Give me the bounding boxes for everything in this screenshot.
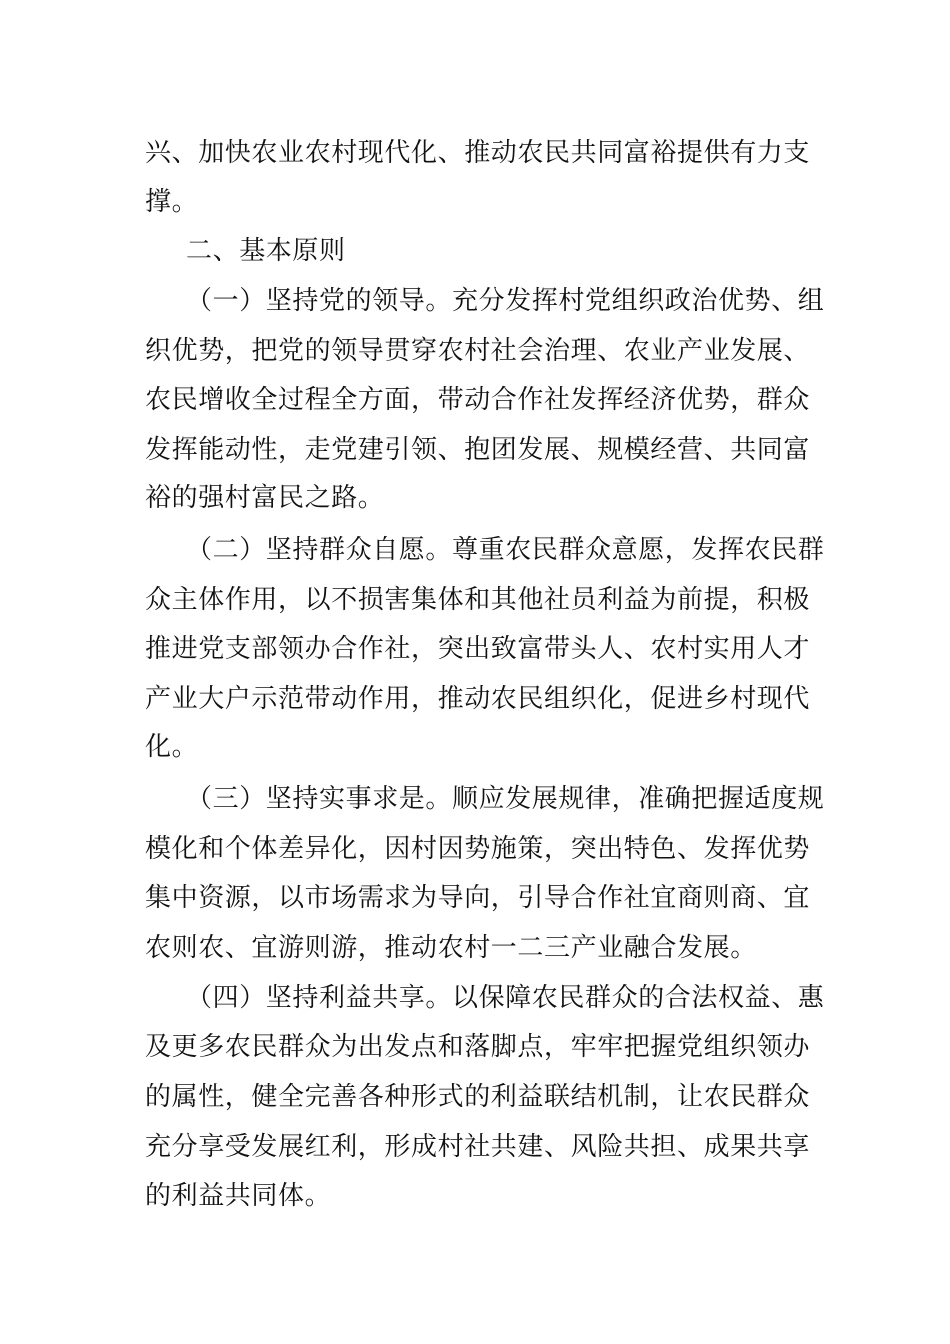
text-line-10: 众主体作用，以不损害集体和其他社员利益为前提，积极 [145, 585, 811, 615]
text-line-4: （一）坚持党的领导。充分发挥村党组织政治优势、组 [186, 286, 825, 316]
text-line-20: 的属性，健全完善各种形式的利益联结机制，让农民群众 [145, 1082, 811, 1112]
text-line-9: （二）坚持群众自愿。尊重农民群众意愿，发挥农民群 [186, 535, 825, 565]
text-line-6: 农民增收全过程全方面，带动合作社发挥经济优势，群众 [145, 385, 811, 415]
text-line-1: 兴、加快农业农村现代化、推动农民共同富裕提供有力支 [145, 138, 811, 168]
text-line-22: 的利益共同体。 [145, 1181, 332, 1211]
text-line-12: 产业大户示范带动作用，推动农民组织化，促进乡村现代 [145, 684, 811, 714]
text-line-7: 发挥能动性，走党建引领、抱团发展、规模经营、共同富 [145, 435, 811, 465]
text-line-21: 充分享受发展红利，形成村社共建、风险共担、成果共享 [145, 1132, 811, 1162]
text-line-19: 及更多农民群众为出发点和落脚点，牢牢把握党组织领办 [145, 1032, 811, 1062]
text-line-8: 裕的强村富民之路。 [145, 483, 385, 513]
text-line-13: 化。 [145, 732, 199, 762]
text-line-5: 织优势，把党的领导贯穿农村社会治理、农业产业发展、 [145, 336, 811, 366]
text-line-17: 农则农、宜游则游，推动农村一二三产业融合发展。 [145, 933, 757, 963]
text-line-18: （四）坚持利益共享。以保障农民群众的合法权益、惠 [186, 983, 825, 1013]
text-line-2: 撑。 [145, 187, 199, 217]
text-line-14: （三）坚持实事求是。顺应发展规律，准确把握适度规 [186, 784, 825, 814]
text-line-11: 推进党支部领办合作社，突出致富带头人、农村实用人才 [145, 634, 811, 664]
text-line-15: 模化和个体差异化，因村因势施策，突出特色、发挥优势 [145, 834, 811, 864]
section-heading: 二、基本原则 [186, 236, 346, 266]
text-line-16: 集中资源，以市场需求为导向，引导合作社宜商则商、宜 [145, 883, 811, 913]
